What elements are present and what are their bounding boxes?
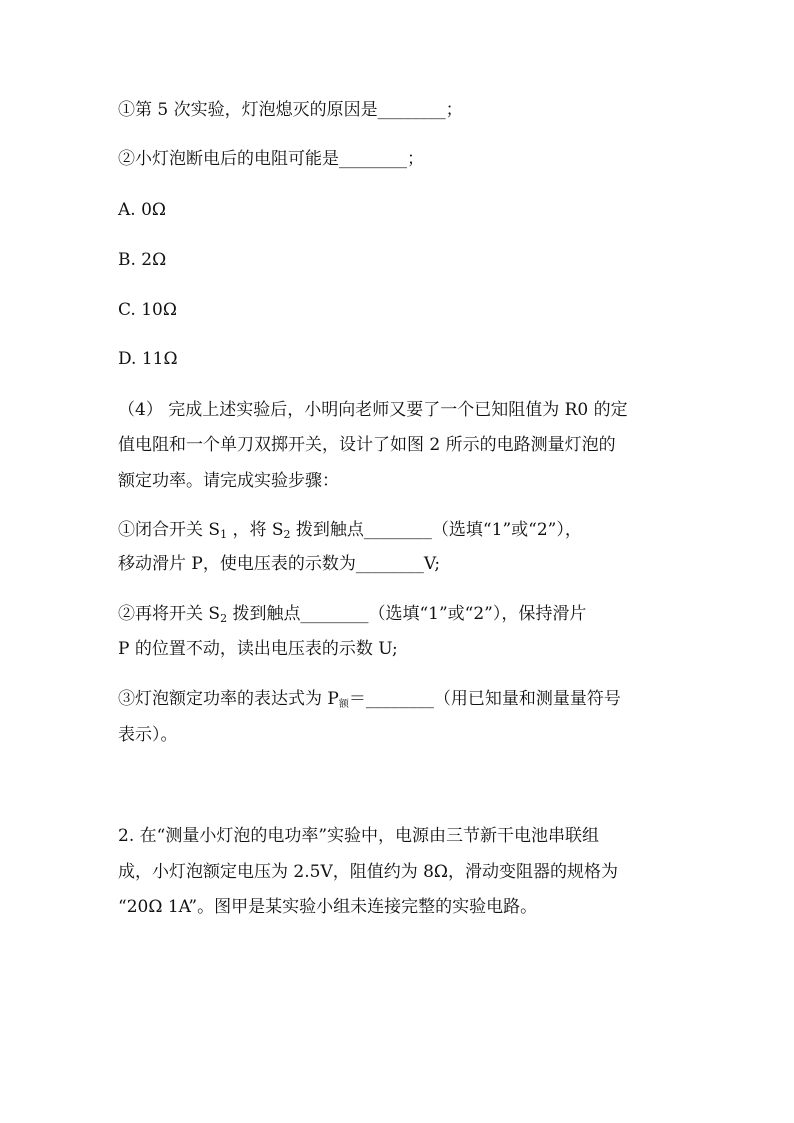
question-2-line-1: 2. 在“测量小灯泡的电功率”实验中，电源由三节新干电池串联组 [118,826,600,846]
step-2-line-1 [118,602,586,626]
p-rated-subscript: 额 [338,699,349,710]
question-2-line-3: “20Ω 1A”。图甲是某实验小组未连接完整的实验电路。 [118,897,538,917]
question-3-1: ①第 5 次实验，灯泡熄灭的原因是________； [118,100,463,120]
step-3-line-2: 表示）。 [118,725,178,745]
option-c: C. 10Ω [118,300,177,320]
question-3-2: ②小灯泡断电后的电阻可能是________； [118,149,424,169]
step-2-line-2: P 的位置不动，读出电压表的示数 U; [118,639,398,659]
s2-subscript: 2 [283,528,291,541]
step-3-text-b: ＝________（用已知量和测量量符号 [348,689,621,709]
step-2-text-b: 拨到触点________（选填“1”或“2”），保持滑片 [227,604,587,624]
s1-subscript: 1 [220,528,228,541]
option-d: D. 11Ω [118,349,178,369]
part-4-intro-line-1: （4） 完成上述实验后，小明向老师又要了一个已知阻值为 R0 的定 [118,400,628,420]
option-a: A. 0Ω [118,200,166,220]
step-1-text-b: ，将 S [227,520,284,540]
option-b: B. 2Ω [118,250,167,270]
step-1-line-2: 移动滑片 P，使电压表的示数为________V; [118,554,441,574]
step-3-text-a: ③灯泡额定功率的表达式为 P [118,689,339,709]
part-4-intro-line-2: 值电阻和一个单刀双掷开关，设计了如图 2 所示的电路测量灯泡的 [118,435,616,455]
step-2-text-a: ②再将开关 S [118,604,221,624]
s2-subscript: 2 [220,612,228,625]
question-2-line-2: 成，小灯泡额定电压为 2.5V，阻值约为 8Ω，滑动变阻器的规格为 [118,862,619,882]
step-3-line-1 [118,687,621,711]
part-4-intro-line-3: 额定功率。请完成实验步骤： [118,471,339,491]
step-1-text-c: 拨到触点________（选填“1”或“2”）， [290,520,582,540]
step-1-line-1 [118,518,582,542]
step-1-text-a: ①闭合开关 S [118,520,221,540]
